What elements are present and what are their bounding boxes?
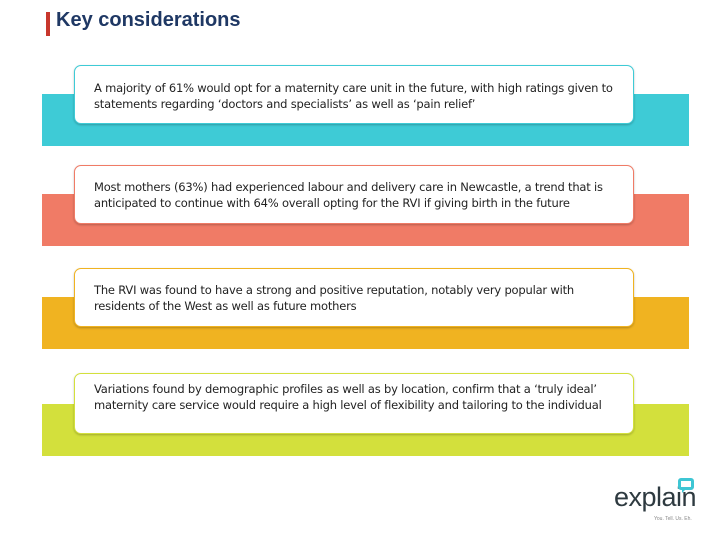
consideration-text-4: Variations found by demographic profiles as well as by location, confirm that a ‘truly ideal’ maternity care service would require a high level of flexibility and tailoring to the individual	[94, 382, 602, 412]
consideration-text-1: A majority of 61% would opt for a maternity care unit in the future, with high ratings given to statements regarding ‘doctors and specialists’ as well as ‘pain relief’	[94, 81, 613, 111]
page-title: Key considerations	[56, 9, 241, 31]
consideration-card-1	[74, 65, 634, 124]
logo-wordmark: explain	[614, 482, 697, 512]
speech-bubble-icon	[678, 478, 694, 490]
logo-tagline: You. Tell. Us. Eh.	[654, 516, 692, 522]
title-marker	[46, 12, 50, 36]
consideration-card-2	[74, 165, 634, 224]
explain-logo	[614, 478, 704, 526]
consideration-text-3: The RVI was found to have a strong and positive reputation, notably very popular with residents of the West as well as future mothers	[94, 283, 575, 313]
consideration-card-3	[74, 268, 634, 327]
consideration-text-2: Most mothers (63%) had experienced labour and delivery care in Newcastle, a trend that is anticipated to continue with 64% overall opting for the RVI if giving birth in the future	[94, 180, 603, 210]
consideration-card-4	[74, 373, 634, 434]
